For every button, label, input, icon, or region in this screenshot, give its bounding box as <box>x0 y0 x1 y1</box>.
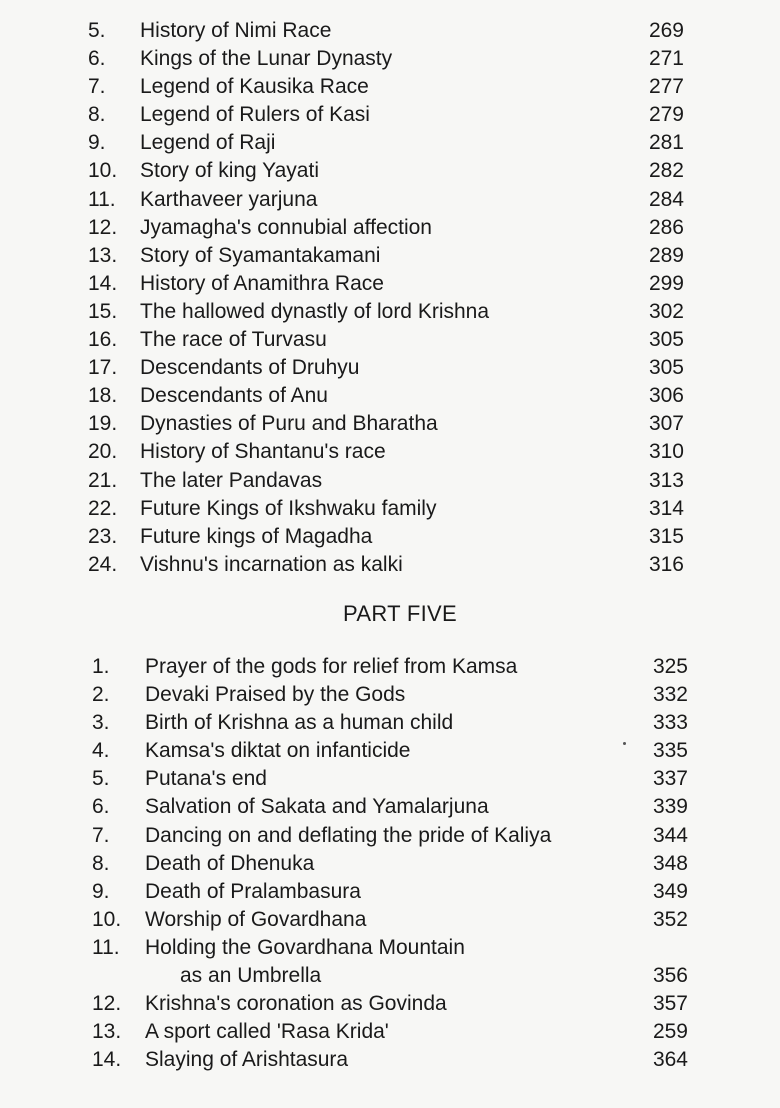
entry-title: Legend of Kausika Race <box>140 75 369 99</box>
toc-entry <box>0 157 780 185</box>
entry-page: 259 <box>652 1020 688 1044</box>
entry-title: Vishnu's incarnation as kalki <box>140 552 403 576</box>
toc-entry <box>0 186 780 214</box>
toc-entry <box>0 45 780 73</box>
entry-number: 17. <box>88 356 118 380</box>
entry-page: 281 <box>648 131 684 155</box>
toc-entry <box>0 681 780 709</box>
toc-entry <box>0 214 780 242</box>
entry-title: Dynasties of Puru and Bharatha <box>140 412 438 436</box>
entry-number: 2. <box>92 683 110 707</box>
toc-entry <box>0 270 780 298</box>
entry-title: Kings of the Lunar Dynasty <box>140 47 393 71</box>
entry-page: 313 <box>648 468 684 492</box>
entry-title: The race of Turvasu <box>140 328 327 352</box>
entry-title: Birth of Krishna as a human child <box>145 711 454 735</box>
entry-page: 332 <box>652 683 688 707</box>
entry-page: 357 <box>652 992 688 1016</box>
toc-entry <box>0 878 780 906</box>
entry-page: 271 <box>648 47 684 71</box>
entry-number: 18. <box>88 384 118 408</box>
entry-page: 316 <box>648 552 684 576</box>
toc-entry <box>0 242 780 270</box>
entry-page: 352 <box>652 907 688 931</box>
entry-number: 24. <box>88 552 118 576</box>
entry-page: 348 <box>652 851 688 875</box>
entry-title: Death of Dhenuka <box>145 851 315 875</box>
entry-title: Jyamagha's connubial affection <box>140 215 432 239</box>
entry-title: Future Kings of Ikshwaku family <box>140 496 437 520</box>
entry-title: Dancing on and deflating the pride of Kaliya <box>145 823 552 847</box>
entry-title-continuation: as an Umbrella <box>180 964 322 988</box>
entry-page: 339 <box>652 795 688 819</box>
entry-page: 307 <box>648 412 684 436</box>
entry-number: 19. <box>88 412 118 436</box>
entry-number: 6. <box>88 47 106 71</box>
entry-page: 305 <box>648 328 684 352</box>
entry-page: 299 <box>648 271 684 295</box>
entry-number: 23. <box>88 524 118 548</box>
toc-entry <box>0 1018 780 1046</box>
toc-entry <box>0 354 780 382</box>
toc-entry <box>0 382 780 410</box>
entry-number: 1. <box>92 655 110 678</box>
entry-number: 21. <box>88 468 118 492</box>
entry-number: 22. <box>88 496 118 520</box>
entry-title <box>145 934 465 990</box>
toc-entry <box>0 73 780 101</box>
entry-page: 337 <box>652 767 688 791</box>
entry-page: 305 <box>648 356 684 380</box>
entry-title: Salvation of Sakata and Yamalarjuna <box>145 795 489 819</box>
entry-page: 302 <box>648 299 684 323</box>
toc-entry <box>0 709 780 737</box>
toc-entry <box>0 551 780 579</box>
entry-page: 282 <box>648 159 684 183</box>
entry-title: Slaying of Arishtasura <box>145 1048 349 1072</box>
toc-entry <box>0 326 780 354</box>
entry-number: 10. <box>92 907 122 931</box>
entry-page: 333 <box>652 711 688 735</box>
entry-number: 4. <box>92 739 110 763</box>
entry-page: 364 <box>652 1048 688 1072</box>
entry-number: 12. <box>88 215 118 239</box>
entry-page: 279 <box>648 103 684 127</box>
entry-title: History of Shantanu's race <box>140 440 386 464</box>
toc-entry <box>0 990 780 1018</box>
toc-entry <box>0 298 780 326</box>
toc-entry <box>0 523 780 551</box>
entry-page: 289 <box>648 243 684 267</box>
entry-number: 8. <box>92 851 110 875</box>
toc-entry <box>0 467 780 495</box>
entry-title: Future kings of Magadha <box>140 524 373 548</box>
entry-title: Descendants of Anu <box>140 384 328 408</box>
entry-page: 356 <box>652 964 688 988</box>
entry-number: 14. <box>92 1048 122 1072</box>
entry-number: 15. <box>88 299 118 323</box>
entry-number: 7. <box>88 75 106 99</box>
entry-title: Story of Syamantakamani <box>140 243 381 267</box>
entry-page: 286 <box>648 215 684 239</box>
entry-title: Descendants of Druhyu <box>140 356 360 380</box>
toc-entry <box>0 934 780 990</box>
entry-title: Story of king Yayati <box>140 159 319 183</box>
entry-number: 6. <box>92 795 110 819</box>
entry-page: 306 <box>648 384 684 408</box>
entry-number: 10. <box>88 159 118 183</box>
entry-number: 16. <box>88 328 118 352</box>
entry-number: 12. <box>92 992 122 1016</box>
entry-page: 325 <box>652 655 688 678</box>
toc-entry <box>0 410 780 438</box>
entry-page: 344 <box>652 823 688 847</box>
toc-entry <box>0 822 780 850</box>
print-speck <box>623 742 626 745</box>
entry-title: A sport called 'Rasa Krida' <box>145 1020 389 1044</box>
toc-entry <box>0 765 780 793</box>
toc-entry <box>0 906 780 934</box>
entry-page: 349 <box>652 879 688 903</box>
entry-number: 9. <box>88 131 106 155</box>
entry-title: History of Nimi Race <box>140 19 332 42</box>
entry-page: 315 <box>648 524 684 548</box>
entry-number: 5. <box>92 767 110 791</box>
entry-title: Devaki Praised by the Gods <box>145 683 406 707</box>
toc-entry <box>0 101 780 129</box>
toc-entry <box>0 438 780 466</box>
entry-page: 284 <box>648 187 684 211</box>
toc-entry <box>0 129 780 157</box>
entry-title: Putana's end <box>145 767 267 791</box>
entry-number: 13. <box>88 243 118 267</box>
entry-title: Legend of Raji <box>140 131 276 155</box>
entry-number: 7. <box>92 823 110 847</box>
toc-entry <box>0 850 780 878</box>
entry-number: 9. <box>92 879 110 903</box>
entry-title: The hallowed dynastly of lord Krishna <box>140 299 490 323</box>
entry-page: 314 <box>648 496 684 520</box>
entry-number: 14. <box>88 271 118 295</box>
toc-entry <box>0 1046 780 1074</box>
entry-number: 11. <box>92 935 120 959</box>
entry-number: 5. <box>88 19 106 42</box>
entry-number: 3. <box>92 711 110 735</box>
toc-list-continued <box>0 17 780 579</box>
entry-title: History of Anamithra Race <box>140 271 384 295</box>
entry-title: Worship of Govardhana <box>145 907 367 931</box>
entry-title-line: Holding the Govardhana Mountain <box>145 935 465 959</box>
entry-number: 11. <box>88 187 116 211</box>
entry-title: Krishna's coronation as Govinda <box>145 992 447 1016</box>
entry-page: 335 <box>652 739 688 763</box>
toc-entry <box>0 495 780 523</box>
entry-page: 269 <box>648 19 684 42</box>
entry-number: 20. <box>88 440 118 464</box>
entry-page: 277 <box>648 75 684 99</box>
entry-title: Karthaveer yarjuna <box>140 187 318 211</box>
toc-list-part-five <box>0 653 780 1074</box>
entry-title: Prayer of the gods for relief from Kamsa <box>145 655 518 678</box>
entry-page: 310 <box>648 440 684 464</box>
entry-title: Legend of Rulers of Kasi <box>140 103 370 127</box>
entry-title: The later Pandavas <box>140 468 323 492</box>
entry-title: Kamsa's diktat on infanticide <box>145 739 411 763</box>
toc-entry <box>0 653 780 681</box>
entry-number: 13. <box>92 1020 122 1044</box>
toc-entry <box>0 17 780 45</box>
part-five-heading: PART FIVE <box>343 601 457 626</box>
toc-entry <box>0 793 780 821</box>
toc-entry <box>0 737 780 765</box>
entry-title: Death of Pralambasura <box>145 879 361 903</box>
entry-number: 8. <box>88 103 106 127</box>
